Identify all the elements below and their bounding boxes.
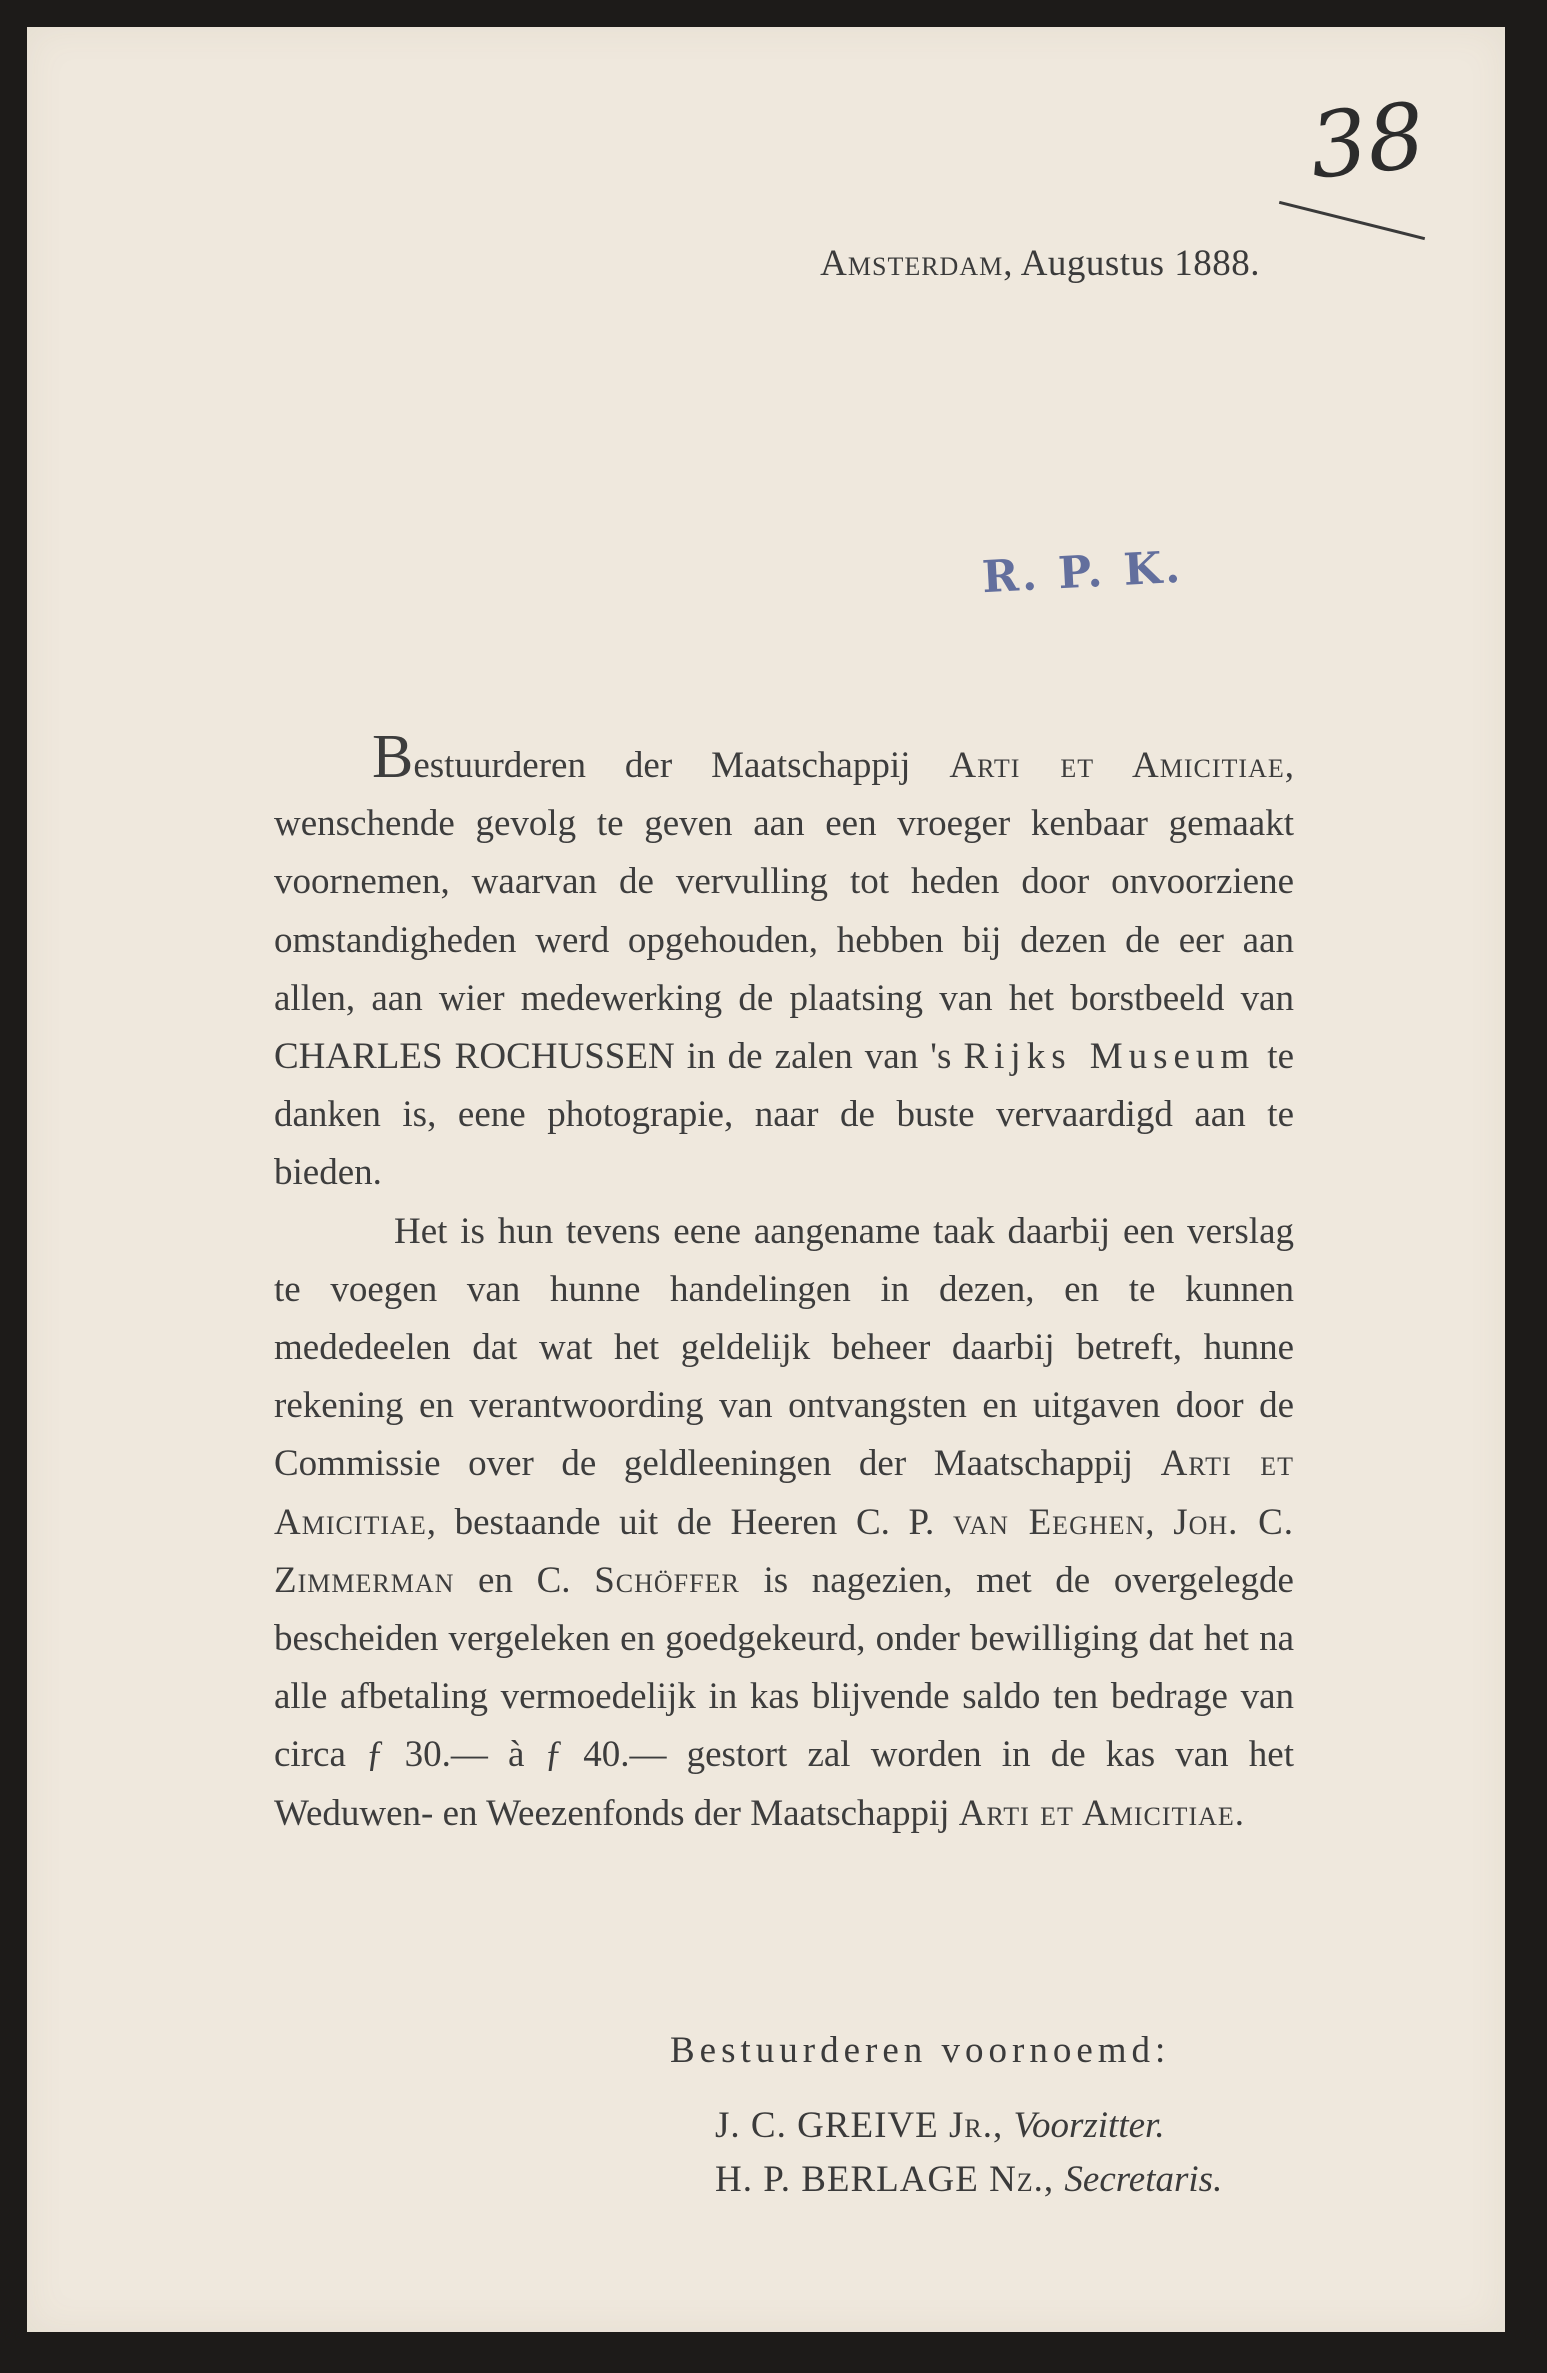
handwritten-sheet-number: 38 [1305, 83, 1431, 200]
society-name: Arti et Amicitiae [274, 1443, 1294, 1543]
text-run: . [1234, 1792, 1245, 1834]
text-run: en C. [454, 1559, 595, 1601]
person-name: Schöffer [594, 1559, 740, 1601]
handwritten-underline [1279, 201, 1425, 240]
archive-stamp: R. P. K. [980, 541, 1185, 604]
drop-cap: B [372, 723, 414, 791]
society-name: Arti et Amicitiae [949, 745, 1285, 786]
text-run: , wenschende gevolg te geven aan een vroeger kenbaar gemaakt voornemen, waarvan de vervulling tot heden door onvoorziene omstandigheden werd opgehouden, hebben bij dezen de eer aan allen, aan wier medewerking de plaatsing van het borstbeeld van CHARLES ROCHUSSEN in de zalen van 's [274, 745, 1294, 1078]
text-run: estuurderen der Maatschappij [413, 745, 950, 786]
document-page [27, 27, 1505, 2332]
paragraph-1 [274, 723, 1294, 1203]
chair-name: J. C. GREIVE [715, 2105, 949, 2146]
closing-line: Bestuurderen voornoemd: [670, 2030, 1171, 2071]
text-run: is nagezien, met de overgelegde bescheiden vergeleken en goedgekeurd, onder bewilliging dat het na alle afbetaling vermoedelijk in kas blijvende saldo ten bedrage van circa ƒ 30.— à ƒ 40.— gestort zal worden in de kas van het Weduwen- en Weezenfonds der Maatschappij [274, 1559, 1294, 1834]
person-name: Joh. C. Zimmerman [274, 1501, 1294, 1601]
signature-secretary: H. P. BERLAGE Nz., Secretaris. [715, 2159, 1223, 2200]
text-run: , bestaande uit de Heeren C. P. [426, 1501, 953, 1543]
chair-suffix: Jr. [948, 2105, 993, 2146]
text-run: , [1145, 1501, 1174, 1543]
dateline-date: , Augustus 1888. [1003, 243, 1260, 284]
person-name: van Eeghen [952, 1501, 1146, 1543]
chair-role: Voorzitter. [1013, 2105, 1165, 2146]
dateline [820, 242, 1260, 285]
letter-body [274, 723, 1294, 1843]
text-run: Het is hun tevens eene aangename taak daarbij een verslag te voegen van hunne handelingen in dezen, en te kunnen mededeelen dat wat het geldelijk beheer daarbij betreft, hunne rekening en verantwoording van ontvangsten en uitgaven door de Commissie over de geldleeningen der Maatschappij [274, 1210, 1294, 1485]
secretary-suffix: Nz. [989, 2159, 1044, 2200]
paragraph-2 [274, 1203, 1294, 1843]
secretary-role: Secretaris. [1064, 2159, 1223, 2200]
museum-name: Rijks Museum [963, 1036, 1256, 1078]
dateline-place: Amsterdam [820, 243, 1004, 284]
signature-chair: J. C. GREIVE Jr., Voorzitter. [715, 2105, 1165, 2146]
secretary-name: H. P. BERLAGE [715, 2159, 990, 2200]
society-name: Arti et Amicitiae [958, 1792, 1235, 1834]
text-run: te danken is, eene photograpie, naar de buste vervaardigd aan te bieden. [274, 1036, 1294, 1194]
